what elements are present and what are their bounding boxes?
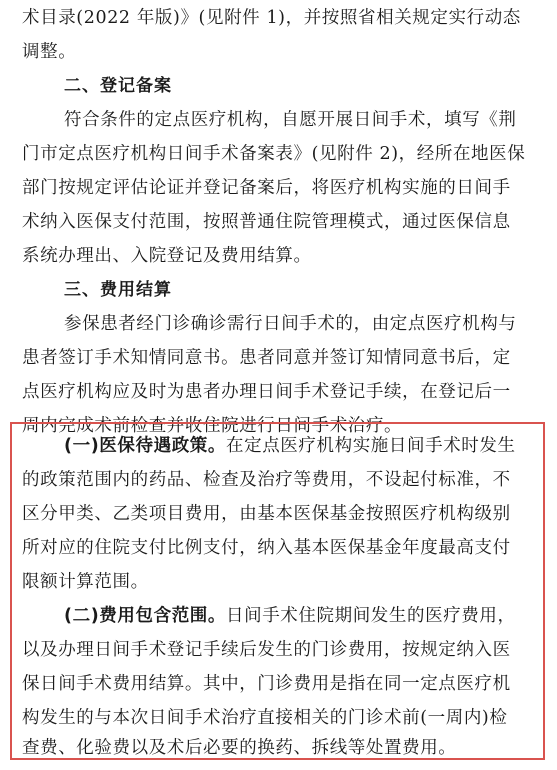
paragraph-line: 系统办理出、入院登记及费用结算。	[22, 246, 312, 266]
paragraph-line: 参保患者经门诊确诊需行日间手术的，由定点医疗机构与	[64, 314, 517, 334]
section-heading-settlement: 三、费用结算	[64, 280, 172, 300]
paragraph-line: 点医疗机构应及时为患者办理日间手术登记手续，在登记后一	[22, 382, 511, 402]
paragraph-line: 周内完成术前检查并收住院进行日间手术治疗。	[22, 416, 403, 436]
paragraph-line: 所对应的住院支付比例支付，纳入基本医保基金年度最高支付	[22, 538, 511, 558]
paragraph-line: 构发生的与本次日间手术治疗直接相关的门诊术前(一周内)检	[22, 708, 508, 728]
paragraph-line: 区分甲类、乙类项目费用，由基本医保基金按照医疗机构级别	[22, 504, 511, 524]
paragraph-line: 部门按规定评估论证并登记备案后，将医疗机构实施的日间手	[22, 178, 511, 198]
section-heading-registration: 二、登记备案	[64, 76, 172, 96]
item-title-cost-scope: (二)费用包含范围。	[64, 606, 226, 626]
paragraph-line: 查费、化验费以及术后必要的换药、拆线等处置费用。	[22, 738, 457, 758]
paragraph-line: 限额计算范围。	[22, 572, 149, 592]
paragraph-line: 的政策范围内的药品、检查及治疗等费用，不设起付标准，不	[22, 470, 511, 490]
paragraph-line: 以及办理日间手术登记手续后发生的门诊费用，按规定纳入医	[22, 640, 511, 660]
paragraph-line: 门市定点医疗机构日间手术备案表》(见附件 2)，经所在地医保	[22, 144, 526, 164]
item-line	[64, 604, 557, 628]
item-text: 在定点医疗机构实施日间手术时发生	[226, 436, 516, 456]
intro-line-2: 调整。	[22, 42, 77, 62]
paragraph-line: 患者签订手术知情同意书。患者同意并签订知情同意书后，定	[22, 348, 511, 368]
paragraph-line: 符合条件的定点医疗机构，自愿开展日间手术，填写《荆	[64, 110, 517, 130]
intro-line-1: 术目录(2022 年版)》(见附件 1)，并按照省相关规定实行动态	[22, 8, 521, 28]
item-title-insurance-policy: (一)医保待遇政策。	[64, 436, 226, 456]
paragraph-line: 术纳入医保支付范围，按照普通住院管理模式，通过医保信息	[22, 212, 511, 232]
paragraph-line: 保日间手术费用结算。其中，门诊费用是指在同一定点医疗机	[22, 674, 511, 694]
item-line	[64, 434, 557, 458]
item-text: 日间手术住院期间发生的医疗费用，	[226, 606, 516, 626]
